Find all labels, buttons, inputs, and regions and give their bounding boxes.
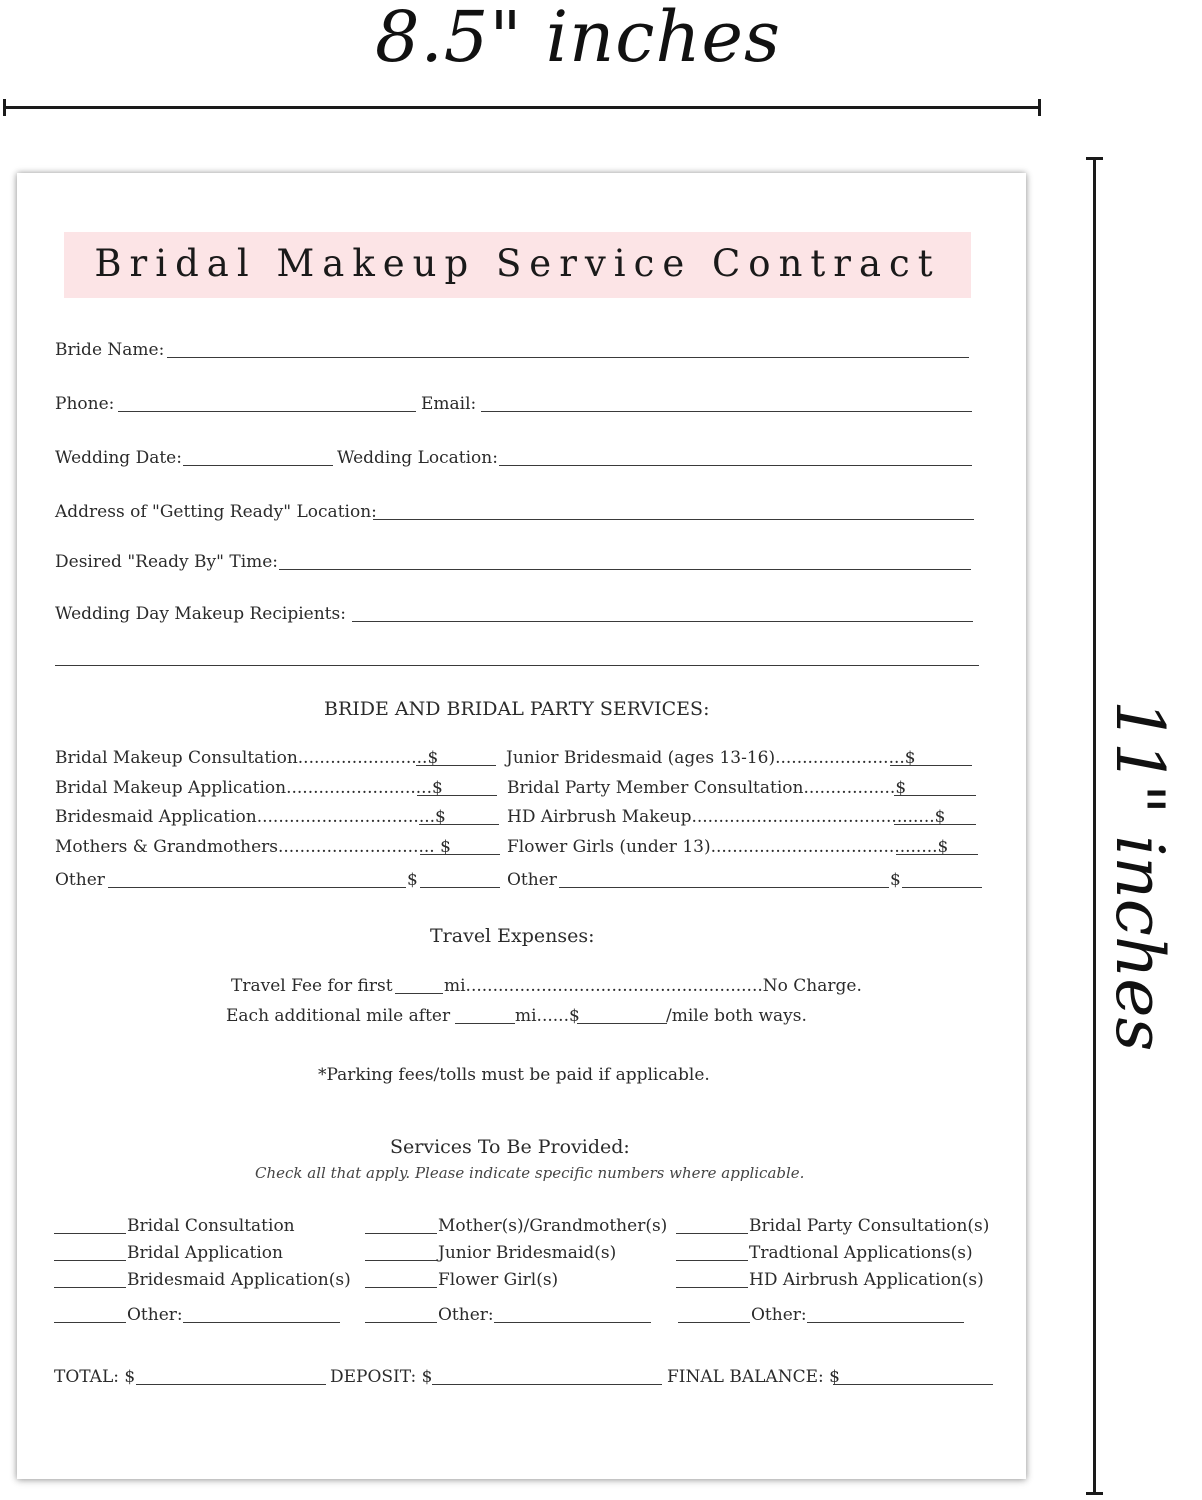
provided-item: Bridesmaid Application(s) xyxy=(127,1270,351,1290)
provided-item: Bridal Consultation xyxy=(127,1216,295,1236)
contract-sheet xyxy=(17,173,1026,1479)
phone-label: Phone: xyxy=(55,394,115,414)
total-field[interactable] xyxy=(136,1384,326,1385)
deposit-field[interactable] xyxy=(432,1384,662,1385)
title-banner xyxy=(64,232,971,298)
service-price-item: HD Airbrush Makeup.............................................$ xyxy=(507,807,946,827)
provided-item: Flower Girl(s) xyxy=(438,1270,559,1290)
bride-name-label: Bride Name: xyxy=(55,340,165,360)
provided-subheading: Check all that apply. Please indicate specific numbers where applicable. xyxy=(255,1164,805,1182)
height-dimension-label: 11" inches xyxy=(1101,700,1178,1052)
wedding-date-label: Wedding Date: xyxy=(55,448,182,468)
additional-mile-text-end: /mile both ways. xyxy=(666,1006,807,1026)
other-field[interactable] xyxy=(494,1322,651,1323)
width-dimension-label: 8.5" inches xyxy=(375,0,781,78)
ready-by-time-label: Desired "Ready By" Time: xyxy=(55,552,279,572)
checkbox-line[interactable] xyxy=(54,1260,126,1261)
makeup-recipients-field-line2[interactable] xyxy=(55,665,979,666)
price-field[interactable] xyxy=(416,765,496,766)
height-dimension-line xyxy=(1093,158,1096,1494)
provided-item: Bridal Application xyxy=(127,1243,283,1263)
service-price-item: Junior Bridesmaid (ages 13-16)........................$ xyxy=(506,748,916,768)
width-dimension-tick-left xyxy=(3,99,6,116)
other-field[interactable] xyxy=(807,1322,964,1323)
party-services-heading: BRIDE AND BRIDAL PARTY SERVICES: xyxy=(324,698,710,720)
service-price-item: Flower Girls (under 13)..........................................$ xyxy=(507,837,949,857)
provided-item: Other: xyxy=(751,1305,807,1325)
price-field[interactable] xyxy=(894,824,976,825)
additional-mile-text: Each additional mile after xyxy=(226,1006,451,1026)
service-price-item: Bridesmaid Application.................................$ xyxy=(55,807,446,827)
total-label: TOTAL: $ xyxy=(54,1367,136,1387)
service-price-item: Other xyxy=(55,870,105,890)
checkbox-line[interactable] xyxy=(676,1260,748,1261)
checkbox-line[interactable] xyxy=(54,1322,126,1323)
other-service-field[interactable] xyxy=(108,887,406,888)
makeup-recipients-field[interactable] xyxy=(352,621,973,622)
travel-fee-text-end: mi.......................................................No Charge. xyxy=(444,976,862,996)
width-dimension-line xyxy=(4,106,1041,109)
provided-item: Other: xyxy=(127,1305,183,1325)
additional-mile-text-mid: mi......$ xyxy=(515,1006,580,1026)
width-dimension-tick-right xyxy=(1038,99,1041,116)
wedding-location-field[interactable] xyxy=(499,465,972,466)
checkbox-line[interactable] xyxy=(365,1287,437,1288)
deposit-label: DEPOSIT: $ xyxy=(330,1367,433,1387)
service-price-item: Bridal Makeup Consultation........................$ xyxy=(55,748,439,768)
service-price-item: Bridal Makeup Application...........................$ xyxy=(55,778,443,798)
checkbox-line[interactable] xyxy=(676,1233,748,1234)
checkbox-line[interactable] xyxy=(676,1287,748,1288)
provided-item: Tradtional Applications(s) xyxy=(749,1243,973,1263)
checkbox-line[interactable] xyxy=(365,1233,437,1234)
checkbox-line[interactable] xyxy=(365,1322,437,1323)
other-field[interactable] xyxy=(183,1322,340,1323)
page-title: Bridal Makeup Service Contract xyxy=(94,242,941,285)
service-price-item: Other xyxy=(507,870,557,890)
bride-name-field[interactable] xyxy=(167,357,969,358)
provided-item: HD Airbrush Application(s) xyxy=(749,1270,984,1290)
price-field[interactable] xyxy=(420,854,500,855)
price-field[interactable] xyxy=(417,795,497,796)
makeup-recipients-label: Wedding Day Makeup Recipients: xyxy=(55,604,346,624)
travel-fee-text: Travel Fee for first xyxy=(231,976,393,996)
travel-heading: Travel Expenses: xyxy=(430,925,595,947)
wedding-date-field[interactable] xyxy=(183,465,333,466)
additional-miles-field[interactable] xyxy=(455,1023,515,1024)
price-field[interactable] xyxy=(420,887,500,888)
getting-ready-address-label: Address of "Getting Ready" Location: xyxy=(55,502,377,522)
dollar-sign: $ xyxy=(407,870,418,890)
price-field[interactable] xyxy=(890,765,972,766)
provided-item: Mother(s)/Grandmother(s) xyxy=(438,1216,668,1236)
final-balance-label: FINAL BALANCE: $ xyxy=(667,1367,840,1387)
height-dimension-tick-top xyxy=(1086,157,1103,160)
email-field[interactable] xyxy=(481,411,972,412)
provided-item: Bridal Party Consultation(s) xyxy=(749,1216,990,1236)
ready-by-time-field[interactable] xyxy=(279,569,971,570)
checkbox-line[interactable] xyxy=(54,1287,126,1288)
service-price-item: Bridal Party Member Consultation.................$ xyxy=(507,778,907,798)
dollar-sign: $ xyxy=(890,870,901,890)
price-field[interactable] xyxy=(902,887,982,888)
wedding-location-label: Wedding Location: xyxy=(337,448,498,468)
checkbox-line[interactable] xyxy=(54,1233,126,1234)
checkbox-line[interactable] xyxy=(678,1322,750,1323)
height-dimension-tick-bottom xyxy=(1086,1492,1103,1495)
other-service-field[interactable] xyxy=(559,887,889,888)
checkbox-line[interactable] xyxy=(365,1260,437,1261)
price-field[interactable] xyxy=(894,795,976,796)
per-mile-rate-field[interactable] xyxy=(577,1023,667,1024)
provided-heading: Services To Be Provided: xyxy=(390,1136,630,1158)
price-field[interactable] xyxy=(419,824,499,825)
provided-item: Other: xyxy=(438,1305,494,1325)
parking-note: *Parking fees/tolls must be paid if applicable. xyxy=(318,1065,710,1085)
phone-field[interactable] xyxy=(118,411,416,412)
provided-item: Junior Bridesmaid(s) xyxy=(438,1243,617,1263)
price-field[interactable] xyxy=(896,854,978,855)
final-balance-field[interactable] xyxy=(833,1384,993,1385)
getting-ready-address-field[interactable] xyxy=(373,519,974,520)
email-label: Email: xyxy=(421,394,477,414)
travel-free-miles-field[interactable] xyxy=(395,993,443,994)
service-price-item: Mothers & Grandmothers............................. $ xyxy=(55,837,451,857)
